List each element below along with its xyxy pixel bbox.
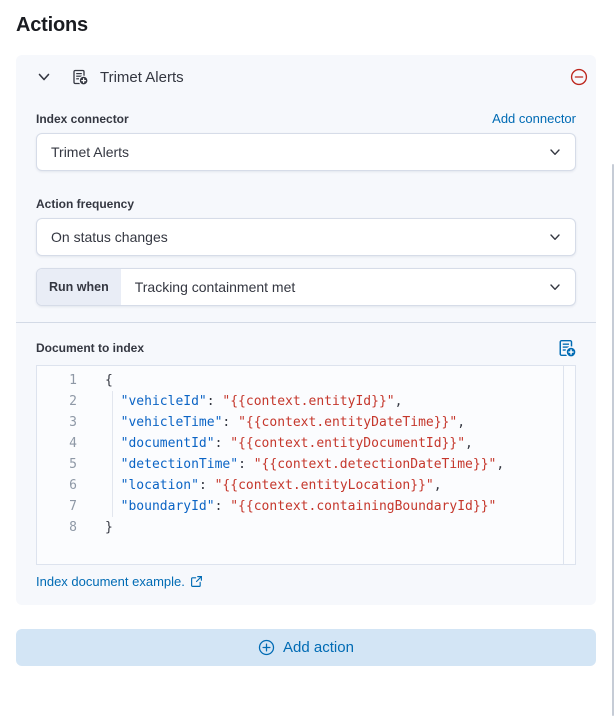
code-line[interactable] (37, 496, 575, 517)
index-document-example-link[interactable]: Index document example. (36, 574, 185, 589)
action-frequency-select[interactable] (36, 218, 576, 256)
action-frequency-selected-value: On status changes (51, 229, 168, 245)
remove-action-button[interactable] (570, 68, 588, 86)
page-scrollbar[interactable] (612, 164, 614, 716)
code-text: "vehicleId": "{{context.entityId}}", (120, 394, 403, 409)
code-line[interactable] (37, 454, 575, 475)
line-number: 1 (69, 373, 77, 388)
indent-guide (112, 391, 113, 517)
code-text: "detectionTime": "{{context.detectionDateTime}}", (120, 457, 505, 472)
document-to-index-label: Document to index (36, 341, 145, 355)
action-card-body (16, 99, 596, 605)
code-text: "documentId": "{{context.entityDocumentId}}", (120, 436, 473, 451)
action-title: Trimet Alerts (100, 68, 184, 86)
code-line[interactable] (37, 370, 575, 391)
code-line[interactable] (37, 517, 575, 538)
add-action-label: Add action (283, 639, 354, 656)
run-when-select[interactable] (121, 269, 575, 305)
action-card (16, 55, 596, 605)
code-text: { (105, 373, 113, 388)
code-editor-lines (37, 370, 575, 538)
chevron-down-icon (547, 279, 563, 295)
run-when-field (36, 268, 576, 306)
index-connector-selected-value: Trimet Alerts (51, 144, 130, 160)
chevron-down-icon (547, 229, 563, 245)
run-when-selected-value: Tracking containment met (134, 279, 296, 295)
code-line[interactable] (37, 475, 575, 496)
code-line[interactable] (37, 391, 575, 412)
plus-in-circle-icon (258, 639, 275, 656)
section-divider (16, 322, 596, 323)
index-connector-label: Index connector (36, 112, 129, 126)
index-connector-icon (72, 69, 88, 85)
run-when-label: Run when (37, 269, 121, 305)
external-link-icon[interactable] (190, 575, 203, 588)
page-title: Actions (16, 14, 88, 36)
code-line[interactable] (37, 412, 575, 433)
action-frequency-label: Action frequency (36, 197, 135, 211)
code-text: "vehicleTime": "{{context.entityDateTime}}", (120, 415, 466, 430)
line-number: 5 (69, 457, 77, 472)
code-text: "boundaryId": "{{context.containingBoundaryId}}" (120, 499, 497, 514)
index-connector-select[interactable] (36, 133, 576, 171)
editor-scrollbar-track[interactable] (563, 366, 564, 564)
add-variable-button[interactable] (558, 339, 576, 357)
line-number: 6 (69, 478, 77, 493)
json-code-editor[interactable] (36, 365, 576, 565)
line-number: 8 (69, 520, 77, 535)
code-text: "location": "{{context.entityLocation}}", (120, 478, 442, 493)
code-text: } (105, 520, 113, 535)
code-line[interactable] (37, 433, 575, 454)
add-connector-link[interactable]: Add connector (492, 111, 576, 126)
chevron-down-icon (547, 144, 563, 160)
line-number: 3 (69, 415, 77, 430)
action-card-header[interactable] (16, 55, 596, 99)
line-number: 2 (69, 394, 77, 409)
accordion-chevron-down-icon[interactable] (36, 69, 52, 85)
line-number: 7 (69, 499, 77, 514)
add-action-button[interactable] (16, 629, 596, 666)
line-number: 4 (69, 436, 77, 451)
